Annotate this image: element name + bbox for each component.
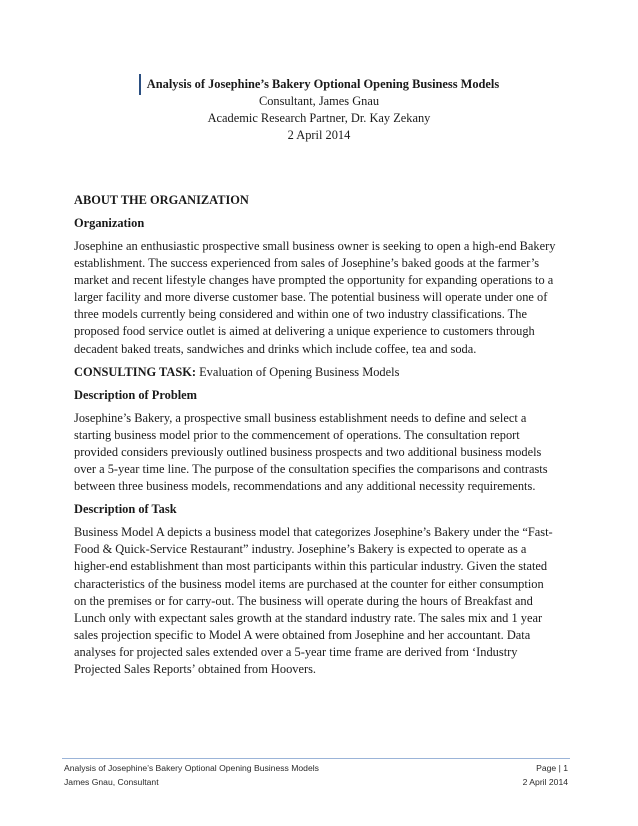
date-line: 2 April 2014 [287, 128, 351, 142]
paragraph-line: decadent baked treats, sandwiches and drinks which include coffee, tea and soda. [74, 341, 477, 356]
paragraph-line: Josephine’s Bakery, a prospective small business establishment needs to define and select a [74, 410, 527, 425]
paragraph-task [74, 524, 564, 678]
footer-divider [62, 758, 570, 759]
paragraph-line: over a 5-year time line. The purpose of the consultation specifies the comparisons and contrasts [74, 462, 548, 477]
paragraph-line: Business Model A depicts a business model that categorizes Josephine’s Bakery under the “Fast- [74, 525, 553, 540]
partner-line: Academic Research Partner, Dr. Kay Zekany [207, 111, 431, 125]
consultant-line: Consultant, James Gnau [258, 94, 380, 108]
paragraph-line: proposed food service outlet is aimed at delivering a unique experience to customers through [74, 324, 535, 339]
paragraph-line: establishment. The success experienced from sales of Josephine’s baked goods at the farmer’s [74, 256, 540, 271]
paragraph-line: characteristics of the business model items are purchased at the counter for either consumption [74, 576, 544, 591]
paragraph-problem [74, 410, 564, 495]
paragraph-line: larger facility and more diverse customer base. The potential business will operate under one of [74, 290, 548, 305]
paragraph-line: starting business model prior to the commencement of operations. The consultation report [74, 427, 520, 442]
subheading-task: Description of Task [74, 502, 177, 517]
paragraph-line: sales projection specific to Model A were obtained from Josephine and her accountant. Data [74, 627, 531, 642]
paragraph-line: market and recent lifestyle changes have prompted the opportunity for expanding operations to a [74, 273, 554, 288]
paragraph-line: analyses for projected sales extended over a 5-year time frame are derived from ‘Industry [74, 644, 518, 659]
paragraph-line: three models currently being considered and within one of two industry classifications. The [74, 307, 527, 322]
text-cursor-bar [139, 74, 141, 95]
document-title-wrap [139, 76, 499, 93]
paragraph-line: provided considers previously outlined business prospects and two additional business models [74, 444, 542, 459]
paragraph-line: higher-end establishment than most participants within this particular industry. Given the stated [74, 559, 548, 574]
paragraph-line: Josephine an enthusiastic prospective small business owner is seeking to open a high-end Bakery [74, 239, 556, 253]
consulting-task-label: CONSULTING TASK: [74, 364, 196, 379]
subheading-organization: Organization [74, 216, 145, 230]
consulting-task-line [74, 364, 564, 381]
footer-doc-title: Analysis of Josephine’s Bakery Optional Opening Business Models [64, 763, 319, 773]
paragraph-organization [74, 238, 564, 358]
paragraph-line: Food & Quick-Service Restaurant” industry. Josephine’s Bakery is expected to operate as a [74, 542, 527, 557]
paragraph-line: on the premises or for carry-out. The business will operate during the hours of Breakfast and [74, 593, 533, 608]
footer-date: 2 April 2014 [522, 777, 568, 787]
footer-page-number: Page | 1 [536, 763, 568, 773]
document-title-line [0, 76, 638, 93]
document-body [74, 192, 564, 684]
consulting-task-value: Evaluation of Opening Business Models [196, 364, 400, 379]
document-title: Analysis of Josephine’s Bakery Optional Opening Business Models [146, 77, 500, 91]
section-heading-about: ABOUT THE ORGANIZATION [74, 193, 249, 207]
subheading-problem: Description of Problem [74, 387, 197, 402]
paragraph-line: Lunch only with expectant sales growth at the standard industry rate. The sales mix and 1 year [74, 610, 543, 625]
title-block [0, 76, 638, 144]
footer-author: James Gnau, Consultant [64, 777, 159, 787]
paragraph-line: between three business models, recommendations and any additional necessity requirements. [74, 479, 536, 494]
paragraph-line: Projected Sales Reports’ obtained from Hoovers. [74, 661, 317, 676]
